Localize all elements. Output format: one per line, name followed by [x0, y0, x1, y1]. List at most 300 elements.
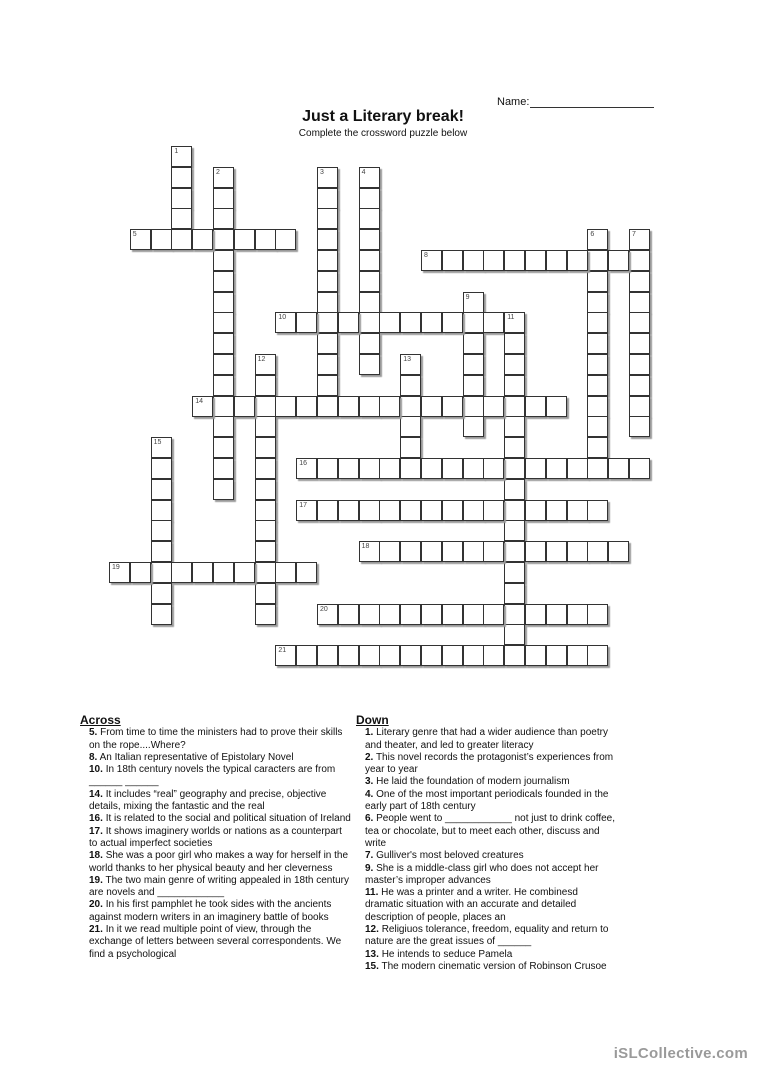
crossword-cell[interactable] [234, 562, 255, 583]
across-clue [89, 826, 352, 851]
crossword-cell[interactable] [338, 645, 359, 666]
crossword-cell[interactable] [400, 458, 421, 479]
crossword-cell[interactable] [421, 250, 442, 271]
crossword-cell[interactable] [359, 458, 380, 479]
crossword-cell[interactable] [213, 167, 234, 188]
crossword-cell[interactable] [587, 354, 608, 375]
crossword-cell[interactable] [359, 396, 380, 417]
clue-number: 5. [89, 727, 98, 739]
crossword-cell[interactable] [442, 604, 463, 625]
crossword-cell[interactable] [171, 208, 192, 229]
crossword-cell[interactable] [255, 354, 276, 375]
clue-number: 13. [365, 948, 379, 960]
crossword-cell[interactable] [546, 604, 567, 625]
crossword-cell[interactable] [587, 250, 608, 271]
crossword-cell[interactable] [463, 416, 484, 437]
crossword-cell[interactable] [213, 229, 234, 250]
crossword-cell[interactable] [255, 500, 276, 521]
crossword-cell[interactable] [359, 354, 380, 375]
clue-number: 9. [365, 862, 374, 874]
crossword-cell[interactable] [567, 500, 588, 521]
clue-number: 2. [365, 751, 374, 763]
crossword-cell[interactable] [317, 333, 338, 354]
cell-number: 3 [320, 168, 324, 176]
cell-number: 1 [174, 148, 179, 155]
crossword-cell[interactable] [255, 541, 276, 562]
crossword-cell[interactable] [359, 500, 380, 521]
clue-text: One of the most important periodicals founded in the early part of 18th century [365, 788, 609, 813]
clue-text: In 18th century novels the typical caracters are from ______ ______ [89, 764, 336, 788]
crossword-cell[interactable] [359, 167, 380, 188]
crossword-cell[interactable] [546, 250, 567, 271]
crossword-cell[interactable] [296, 312, 317, 333]
crossword-cell[interactable] [442, 312, 463, 333]
crossword-cell[interactable] [629, 292, 650, 313]
crossword-cell[interactable] [151, 479, 172, 500]
crossword-cell[interactable] [317, 208, 338, 229]
crossword-cell[interactable] [296, 458, 317, 479]
crossword-cell[interactable] [171, 167, 192, 188]
crossword-cell[interactable] [338, 312, 359, 333]
crossword-cell[interactable] [587, 375, 608, 396]
down-clue [365, 961, 618, 973]
crossword-cell[interactable] [463, 458, 484, 479]
crossword-cell[interactable] [587, 271, 608, 292]
cell-number: 21 [278, 647, 287, 655]
crossword-cell[interactable] [421, 604, 442, 625]
crossword-cell[interactable] [171, 188, 192, 209]
crossword-cell[interactable] [608, 541, 629, 562]
crossword-cell[interactable] [463, 604, 484, 625]
cell-number: 18 [361, 543, 370, 551]
across-clue [89, 899, 352, 924]
clue-number: 14. [89, 788, 103, 800]
crossword-cell[interactable] [442, 458, 463, 479]
crossword-cell[interactable] [483, 312, 504, 333]
crossword-cell[interactable] [317, 229, 338, 250]
crossword-cell[interactable] [504, 416, 525, 437]
crossword-cell[interactable] [587, 541, 608, 562]
crossword-cell[interactable] [504, 437, 525, 458]
crossword-cell[interactable] [359, 188, 380, 209]
crossword-cell[interactable] [234, 396, 255, 417]
crossword-cell[interactable] [359, 292, 380, 313]
crossword-cell[interactable] [255, 416, 276, 437]
crossword-cell[interactable] [504, 562, 525, 583]
crossword-cell[interactable] [504, 312, 525, 333]
crossword-cell[interactable] [255, 396, 276, 417]
down-clue [365, 863, 618, 888]
crossword-cell[interactable] [546, 458, 567, 479]
crossword-cell[interactable] [379, 458, 400, 479]
crossword-cell[interactable] [317, 604, 338, 625]
crossword-cell[interactable] [213, 375, 234, 396]
crossword-cell[interactable] [171, 146, 192, 167]
crossword-cell[interactable] [400, 645, 421, 666]
crossword-cell[interactable] [379, 396, 400, 417]
crossword-cell[interactable] [130, 229, 151, 250]
clue-text: Gulliver's most beloved creatures [376, 850, 524, 862]
crossword-cell[interactable] [317, 500, 338, 521]
clue-number: 11. [365, 887, 379, 899]
crossword-cell[interactable] [546, 500, 567, 521]
crossword-cell[interactable] [504, 375, 525, 396]
crossword-cell[interactable] [400, 604, 421, 625]
crossword-cell[interactable] [483, 541, 504, 562]
crossword-cell[interactable] [442, 500, 463, 521]
crossword-cell[interactable] [213, 437, 234, 458]
clue-number: 18. [89, 850, 103, 862]
crossword-cell[interactable] [379, 500, 400, 521]
crossword-cell[interactable] [109, 562, 130, 583]
crossword-cell[interactable] [567, 458, 588, 479]
cell-number: 14 [195, 397, 203, 405]
across-heading: Across [80, 713, 121, 727]
crossword-cell[interactable] [213, 416, 234, 437]
clue-text: The two main genre of writing appealed in 18th century are novels and ____________ [89, 874, 349, 899]
across-clue [89, 764, 352, 789]
across-clue [89, 727, 352, 752]
crossword-cell[interactable] [151, 229, 172, 250]
clue-number: 12. [365, 924, 379, 936]
crossword-cell[interactable] [400, 541, 421, 562]
crossword-cell[interactable] [504, 624, 525, 645]
crossword-cell[interactable] [400, 437, 421, 458]
crossword-cell[interactable] [317, 271, 338, 292]
across-clue [89, 789, 352, 814]
crossword-cell[interactable] [379, 645, 400, 666]
crossword-cell[interactable] [400, 354, 421, 375]
clue-text: It is related to the social and political situation of Ireland [105, 813, 351, 825]
clue-number: 16. [89, 813, 103, 825]
crossword-cell[interactable] [151, 541, 172, 562]
crossword-cell[interactable] [421, 312, 442, 333]
clue-text: An Italian representative of Epistolary Novel [99, 751, 294, 763]
page-title: Just a Literary break! [302, 108, 464, 125]
crossword-cell[interactable] [338, 396, 359, 417]
crossword-cell[interactable] [317, 396, 338, 417]
crossword-cell[interactable] [442, 541, 463, 562]
down-clue [365, 887, 618, 924]
crossword-cell[interactable] [629, 416, 650, 437]
crossword-cell[interactable] [400, 500, 421, 521]
crossword-cell[interactable] [525, 541, 546, 562]
crossword-cell[interactable] [171, 229, 192, 250]
crossword-cell[interactable] [317, 354, 338, 375]
crossword-cell[interactable] [359, 250, 380, 271]
crossword-cell[interactable] [567, 604, 588, 625]
crossword-cell[interactable] [504, 354, 525, 375]
crossword-cell[interactable] [213, 271, 234, 292]
crossword-cell[interactable] [255, 458, 276, 479]
crossword-cell[interactable] [213, 562, 234, 583]
crossword-cell[interactable] [463, 375, 484, 396]
across-clue [89, 875, 352, 900]
crossword-cell[interactable] [608, 458, 629, 479]
crossword-cell[interactable] [275, 312, 296, 333]
down-clue [365, 789, 618, 814]
crossword-cell[interactable] [359, 604, 380, 625]
crossword-cell[interactable] [567, 541, 588, 562]
crossword-cell[interactable] [151, 437, 172, 458]
crossword-cell[interactable] [525, 645, 546, 666]
crossword-cell[interactable] [338, 604, 359, 625]
cell-number: 9 [465, 293, 470, 301]
crossword-cell[interactable] [504, 500, 525, 521]
crossword-cell[interactable] [629, 229, 650, 250]
crossword-cell[interactable] [546, 541, 567, 562]
crossword-cell[interactable] [213, 354, 234, 375]
cell-number: 6 [590, 231, 595, 239]
crossword-cell[interactable] [463, 250, 484, 271]
crossword-cell[interactable] [359, 229, 380, 250]
crossword-cell[interactable] [629, 312, 650, 333]
cell-number: 19 [112, 564, 120, 571]
cell-number: 17 [299, 501, 307, 509]
crossword-cell[interactable] [587, 416, 608, 437]
crossword-cell[interactable] [525, 250, 546, 271]
crossword-cell[interactable] [275, 229, 296, 250]
crossword-cell[interactable] [400, 312, 421, 333]
crossword-cell[interactable] [504, 583, 525, 604]
clue-number: 1. [365, 727, 374, 739]
crossword-cell[interactable] [483, 604, 504, 625]
crossword-cell[interactable] [192, 229, 213, 250]
crossword-cell[interactable] [587, 500, 608, 521]
crossword-cell[interactable] [192, 396, 213, 417]
crossword-cell[interactable] [296, 562, 317, 583]
crossword-cell[interactable] [255, 229, 276, 250]
crossword-cell[interactable] [567, 645, 588, 666]
cell-number: 4 [361, 168, 366, 176]
crossword-cell[interactable] [421, 645, 442, 666]
down-clue [365, 752, 618, 777]
clue-text: She is a middle-class girl who does not accept her master’s improper advances [365, 862, 599, 886]
crossword-cell[interactable] [317, 188, 338, 209]
crossword-cell[interactable] [275, 645, 296, 666]
down-clues [356, 714, 618, 973]
crossword-cell[interactable] [317, 167, 338, 188]
watermark-text: iSLCollective.com [613, 1045, 748, 1062]
crossword-cell[interactable] [317, 375, 338, 396]
crossword-cell[interactable] [213, 312, 234, 333]
clue-number: 21. [89, 924, 103, 936]
crossword-cell[interactable] [567, 250, 588, 271]
crossword-cell[interactable] [463, 312, 484, 333]
cell-number: 16 [299, 460, 307, 467]
clue-text: From time to time the ministers had to prove their skills on the rope....Where? [89, 727, 343, 751]
crossword-cell[interactable] [504, 520, 525, 541]
down-heading: Down [356, 713, 389, 727]
crossword-cell[interactable] [629, 396, 650, 417]
cell-number: 10 [278, 314, 287, 322]
crossword-cell[interactable] [504, 458, 525, 479]
crossword-cell[interactable] [483, 250, 504, 271]
crossword-cell[interactable] [359, 333, 380, 354]
crossword-cell[interactable] [587, 645, 608, 666]
crossword-cell[interactable] [359, 208, 380, 229]
crossword-cell[interactable] [255, 562, 276, 583]
crossword-cell[interactable] [400, 396, 421, 417]
crossword-cell[interactable] [255, 479, 276, 500]
crossword-cell[interactable] [359, 271, 380, 292]
crossword-cell[interactable] [421, 458, 442, 479]
crossword-cell[interactable] [359, 541, 380, 562]
crossword-cell[interactable] [504, 250, 525, 271]
crossword-cell[interactable] [504, 645, 525, 666]
clue-number: 19. [89, 874, 103, 886]
crossword-cell[interactable] [587, 458, 608, 479]
crossword-cell[interactable] [504, 396, 525, 417]
crossword-cell[interactable] [483, 458, 504, 479]
crossword-cell[interactable] [421, 396, 442, 417]
crossword-cell[interactable] [359, 312, 380, 333]
crossword-cell[interactable] [379, 312, 400, 333]
crossword-cell[interactable] [359, 645, 380, 666]
clue-number: 4. [365, 788, 374, 800]
crossword-cell[interactable] [525, 458, 546, 479]
crossword-cell[interactable] [400, 416, 421, 437]
crossword-cell[interactable] [483, 500, 504, 521]
crossword-cell[interactable] [213, 292, 234, 313]
crossword-cell[interactable] [442, 250, 463, 271]
crossword-cell[interactable] [171, 562, 192, 583]
crossword-cell[interactable] [296, 396, 317, 417]
clue-number: 7. [365, 850, 374, 862]
crossword-cell[interactable] [546, 396, 567, 417]
crossword-cell[interactable] [546, 645, 567, 666]
crossword-cell[interactable] [379, 541, 400, 562]
crossword-cell[interactable] [629, 250, 650, 271]
name-label: Name: [497, 96, 530, 108]
crossword-cell[interactable] [504, 333, 525, 354]
crossword-cell[interactable] [525, 500, 546, 521]
cell-number: 12 [257, 356, 266, 363]
clue-number: 17. [89, 825, 103, 837]
crossword-cell[interactable] [587, 437, 608, 458]
crossword-cell[interactable] [629, 333, 650, 354]
crossword-cell[interactable] [213, 458, 234, 479]
cell-number: 8 [424, 252, 428, 259]
clue-text: This novel records the protagonist’s experiences from year to year [365, 751, 614, 776]
clue-text: It includes “real” geography and precise, objective details, mixing the fantastic and the real [89, 788, 327, 813]
crossword-cell[interactable] [463, 645, 484, 666]
crossword-cell[interactable] [255, 520, 276, 541]
down-clue [365, 924, 618, 949]
crossword-cell[interactable] [317, 292, 338, 313]
crossword-cell[interactable] [255, 604, 276, 625]
clue-text: He intends to seduce Pamela [381, 948, 513, 960]
crossword-cell[interactable] [421, 541, 442, 562]
crossword-cell[interactable] [151, 458, 172, 479]
cell-number: 15 [153, 439, 162, 447]
across-clue [89, 850, 352, 875]
crossword-cell[interactable] [504, 604, 525, 625]
crossword-cell[interactable] [151, 520, 172, 541]
clue-text: In his first pamphlet he took sides with the ancients against modern writers in an imaginery battle of books [89, 899, 332, 923]
cell-number: 20 [320, 605, 328, 613]
crossword-cell[interactable] [608, 250, 629, 271]
crossword-cell[interactable] [483, 396, 504, 417]
across-clue [89, 924, 352, 961]
crossword-cell[interactable] [151, 500, 172, 521]
crossword-cell[interactable] [442, 645, 463, 666]
crossword-cell[interactable] [587, 333, 608, 354]
crossword-cell[interactable] [317, 458, 338, 479]
crossword-cell[interactable] [213, 208, 234, 229]
crossword-cell[interactable] [213, 333, 234, 354]
clue-text: In it we read multiple point of view, through the exchange of letters between several correspondents. We find a psychological [89, 924, 342, 960]
clue-number: 10. [89, 764, 103, 776]
down-clue [365, 949, 618, 961]
crossword-cell[interactable] [504, 479, 525, 500]
crossword-cell[interactable] [255, 437, 276, 458]
crossword-cell[interactable] [213, 250, 234, 271]
clue-text: It shows imaginery worlds or nations as a counterpart to actual imperfect societies [89, 825, 342, 849]
crossword-cell[interactable] [587, 312, 608, 333]
crossword-cell[interactable] [338, 458, 359, 479]
crossword-cell[interactable] [525, 396, 546, 417]
crossword-cell[interactable] [192, 562, 213, 583]
crossword-cell[interactable] [234, 229, 255, 250]
crossword-cell[interactable] [317, 312, 338, 333]
clue-text: The modern cinematic version of Robinson Crusoe [381, 960, 607, 972]
crossword-cell[interactable] [463, 500, 484, 521]
crossword-cell[interactable] [629, 354, 650, 375]
crossword-cell[interactable] [317, 645, 338, 666]
crossword-cell[interactable] [463, 396, 484, 417]
crossword-cell[interactable] [587, 229, 608, 250]
crossword-cell[interactable] [213, 188, 234, 209]
clue-text: She was a poor girl who makes a way for herself in the world thanks to her physical beauty and her cleverness [89, 850, 349, 874]
crossword-cell[interactable] [338, 500, 359, 521]
crossword-cell[interactable] [504, 541, 525, 562]
crossword-cell[interactable] [275, 562, 296, 583]
crossword-cell[interactable] [463, 541, 484, 562]
crossword-cell[interactable] [296, 645, 317, 666]
crossword-cell[interactable] [255, 375, 276, 396]
clue-number: 6. [365, 813, 374, 825]
crossword-cell[interactable] [463, 354, 484, 375]
crossword-cell[interactable] [587, 292, 608, 313]
crossword-cell[interactable] [525, 604, 546, 625]
crossword-cell[interactable] [255, 583, 276, 604]
crossword-cell[interactable] [629, 375, 650, 396]
crossword-cell[interactable] [442, 396, 463, 417]
crossword-cell[interactable] [151, 562, 172, 583]
crossword-cell[interactable] [587, 604, 608, 625]
crossword-cell[interactable] [463, 333, 484, 354]
crossword-cell[interactable] [629, 271, 650, 292]
cell-number: 11 [507, 314, 515, 322]
crossword-cell[interactable] [213, 396, 234, 417]
crossword-cell[interactable] [400, 375, 421, 396]
crossword-cell[interactable] [151, 583, 172, 604]
crossword-cell[interactable] [151, 604, 172, 625]
crossword-cell[interactable] [275, 396, 296, 417]
crossword-cell[interactable] [629, 458, 650, 479]
crossword-cell[interactable] [296, 500, 317, 521]
crossword-cell[interactable] [130, 562, 151, 583]
crossword-cell[interactable] [587, 396, 608, 417]
crossword-cell[interactable] [483, 645, 504, 666]
crossword-cell[interactable] [421, 500, 442, 521]
crossword-cell[interactable] [463, 292, 484, 313]
crossword-cell[interactable] [213, 479, 234, 500]
across-clue [89, 752, 352, 764]
crossword-cell[interactable] [317, 250, 338, 271]
crossword-cell[interactable] [379, 604, 400, 625]
